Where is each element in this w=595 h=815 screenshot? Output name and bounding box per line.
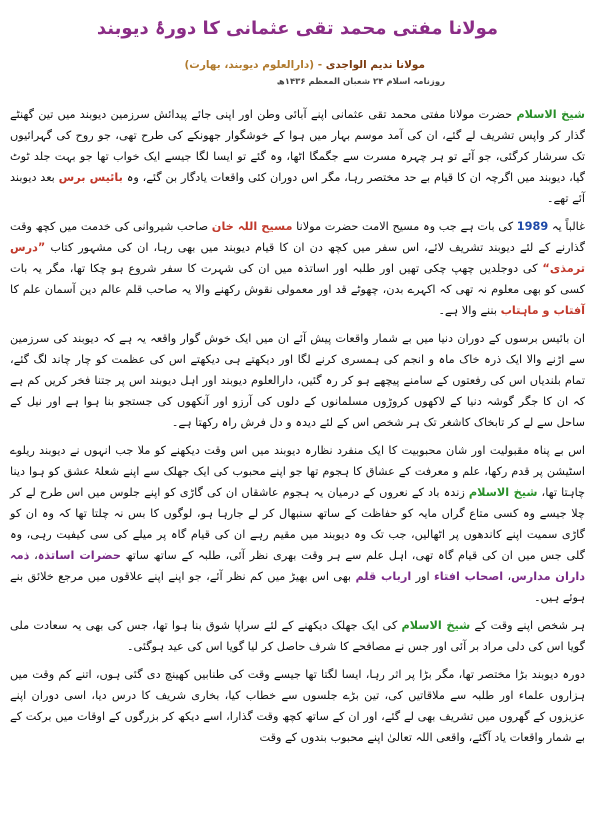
- source-line: روزنامہ اسلام ۲۴ شعبان المعظم ۱۴۳۶ھ: [276, 77, 445, 87]
- paragraph-text: بننے والا ہے۔: [438, 304, 501, 317]
- paragraph-text: صاحب شیروانی کی خدمت میں کچھ وقت گذارنے کے لئے دیوبند تشریف لائے، اس سفر میں کچھ دن ان کا قیام دیوبند میں بھی رہا، ان کی مشہور کتاب: [10, 220, 585, 254]
- paragraph-text: زندہ باد کے نعروں کے درمیان یہ ہجوم عاشقاں ان کی گاڑی کو اپنے جلوس میں اس طرح لے کر چلا جیسے وہ کسی متاع گراں مایہ کو حفاظت کے ساتھ سنبھال کر لے جارہا ہو، لوگوں کا بس نہ چلتا تھا کہ وہ ان کو گاڑی سمیت اپنے کاندھوں پر اٹھالیں، جب تک وہ دیوبند میں مقیم رہے ان کی قیام گاہ پر میلے کی سی کیفیت رہی، وہ گلی جس میں ان کی قیام گاہ تھی، اہل علم سے ہر وقت بھری نظر آئی، طلبہ کے ساتھ ساتھ: [10, 486, 586, 562]
- separator: اور: [411, 570, 434, 583]
- paragraph-text: بھی اس بھیڑ میں کم نظر آئے، جو اپنے اپنے علاقوں میں مرجع خلائق بنے ہوئے ہیں۔: [10, 570, 585, 604]
- paragraph-2: [10, 216, 585, 321]
- byline: [10, 58, 585, 72]
- paragraph-1: [10, 104, 585, 209]
- highlight-name: مسیح اللہ خان: [211, 220, 293, 233]
- paragraph-text: غالباً یہ: [548, 220, 585, 233]
- highlight-book: ”درس ترمذی“: [10, 241, 585, 275]
- paragraph-text: کی دوجلدیں چھپ چکی تھیں اور طلبہ اور اساتذہ میں ان کی شہرت کا سفر شروع ہو چکا تھا، مگر یہ بات کسی کو بھی معلوم نہ تھی کہ اکہرے بدن، چھوٹے قد اور معمولی نقوش رکھنے والا یہ صاحب قلم عالم دین آسمان علم کا: [10, 262, 585, 296]
- highlight-ifta: اصحاب افتاء: [433, 570, 504, 583]
- author-name: مولانا ندیم الواجدی: [325, 59, 425, 71]
- paragraph-text: اس بے پناہ مقبولیت اور شان محبوبیت کا ایک منفرد نظارہ دیوبند میں اس وقت دیکھنے کو ملا جب انہوں نے دیوبند ریلوے اسٹیشن پر قدم رکھا، علم و معرفت کے عشاق کا ہجوم تھا جو اپنے محبوب کی ایک جھلک سے اپنے شعلۂ عشق کو ہوا دینا چاہتا تھا،: [10, 444, 585, 499]
- paragraph-text: ہر شخص اپنے وقت کے: [470, 619, 585, 632]
- article-page: [10, 12, 585, 755]
- highlight-writers: ارباب قلم: [355, 570, 412, 583]
- separator: ،: [503, 570, 512, 583]
- article-title: مولانا مفتی محمد تقی عثمانی کا دورۂ دیوبند: [96, 18, 499, 39]
- paragraph-text: بعد دیوبند آئے تھے۔: [10, 171, 585, 205]
- highlight-years: بائیس برس: [58, 171, 123, 184]
- paragraph-text: کی بات ہے جب وہ مسیح الامت حضرت مولانا: [292, 220, 517, 233]
- highlight-madaris: ذمہ داران مدارس: [10, 549, 585, 583]
- highlight-teachers: حضرات اساتذہ: [37, 549, 121, 562]
- highlight-shaikh-ul-islam: شیخ الاسلام: [401, 619, 471, 632]
- paragraph-6: دورہ دیوبند بڑا مختصر تھا، مگر بڑا پر اثر رہا، ایسا لگتا تھا جیسے وقت کی طنابیں کھینچ دی گئی ہوں، اتنے کم وقت میں ہزاروں علماء اور طلبہ سے ملاقاتیں کی، تین بڑے جلسوں سے خطاب کیا، بخاری شریف کا درس دیا، اسی دوران اپنے عزیزوں کے گھروں میں تشریف بھی لے گئے، اور ان کے ساتھ کچھ وقت گذارا، اسے دیکھ کر بزرگوں کے اوقات میں برکت کے بے شمار واقعات یاد آگئے، واقعی اللہ تعالیٰ اپنے محبوب بندوں کے وقت: [10, 668, 585, 744]
- highlight-year: 1989: [516, 220, 549, 233]
- highlight-phrase: آفتاب و ماہتاب: [500, 304, 585, 317]
- paragraph-3: ان بائیس برسوں کے دوران دنیا میں بے شمار واقعات پیش آئے ان میں ایک خوش گوار واقعہ یہ ہے کہ دیوبند کی سرزمین سے اڑنے والا ایک ذرہ خاک ماہ و انجم کی ہمسری کرنے لگا اور دیکھتے ہی دیکھتے اس کی عظمت کو چار چاند لگ گئے، تمام بلندیاں اس کی رفعتوں کے سامنے پیچھے ہو کر رہ گئیں، دارالعلوم دیوبند اور اہل دیوبند اس پر جتنا فخر کریں کم ہے کہ ان کا جگر گوشہ دنیا کے لاکھوں کروڑوں مسلمانوں کے دلوں کی آرزو اور آنکھوں کی جستجو بنا ہوا ہے اور نیل کے ساحل سے لے کر تابخاک کاشغر تک ہر شخص اس کے لئے دیدہ و دل فرش راہ رکھتا ہے۔: [10, 332, 585, 429]
- separator: ،: [29, 549, 38, 562]
- paragraph-5: [10, 615, 585, 657]
- paragraph-text: کی ایک جھلک دیکھنے کے لئے سراپا شوق بنا ہوا تھا، جس کی بھی یہ سعادت ملی گویا اس کی دلی مراد بر آئی اور جس نے مصافحے کا شرف حاصل کر لیا گویا اس کی عید ہوگئی۔: [10, 619, 585, 653]
- paragraph-4: [10, 440, 585, 608]
- author-affiliation: - (دارالعلوم دیوبند، بھارت): [184, 59, 323, 71]
- paragraph-text: حضرت مولانا مفتی محمد تقی عثمانی اپنے آبائی وطن اور اپنی جائے پیدائش سرزمین دیوبند میں تین گھنٹے گذار کر واپس تشریف لے گئے، ان کی آمد موسم بہار میں ہوا کے خوشگوار جھونکے کی طرح تھی، جو روح کی گہرائیوں تک سرشار کرگئی، جو آئے تو ہر چہرہ مسرت سے جگمگا اٹھا، وہ گئے تو ایسا لگا جیسے ایک خواب تھا جو بہت جلد ٹوٹ گیا، دیوبند میں اگرچہ ان کا قیام بے حد مختصر رہا، مگر اس دوران کئی واقعات یادگار بن گئے، وہ: [10, 108, 585, 184]
- highlight-shaikh-ul-islam: شیخ الاسلام: [516, 108, 585, 121]
- highlight-shaikh-ul-islam: شیخ الاسلام: [468, 486, 538, 499]
